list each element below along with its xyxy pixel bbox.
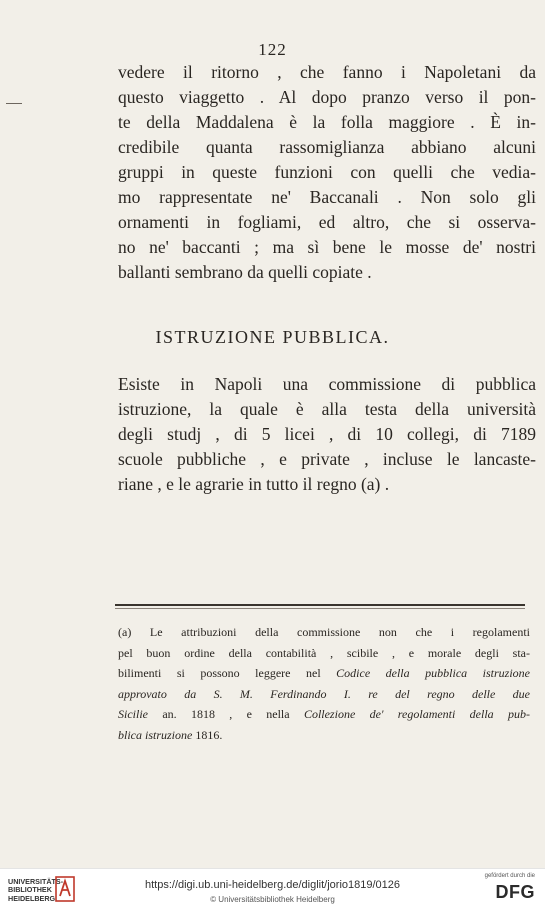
dfg-logo: DFG [495,882,535,902]
footnote-line [118,704,530,725]
text-line: credibile quanta rassomiglianza abbiano alcuni [118,137,536,157]
library-name-line: HEIDELBERG [8,893,56,903]
page-number: 122 [258,40,287,59]
copyright-text: © Universitätsbibliothek Heidelberg [210,895,335,904]
viewer-footer [0,868,545,910]
footnote-italic: blica istruzione [118,727,193,742]
footnote-text: bilimenti si possono leggere nel [118,666,337,680]
paragraph-1 [118,60,536,285]
page-url-link[interactable]: https://digi.ub.uni-heidelberg.de/diglit/jorio1819/0126 [144,879,400,891]
footnote-text: 1816. [192,727,223,742]
footnote-divider [115,604,525,606]
text-line: istruzione, la quale è alla testa della università [118,399,536,419]
footnote-text: an. 1818 , e nella [148,707,304,721]
text-line: vedere il ritorno , che fanno i Napoletani da [118,62,536,82]
footnote [118,622,530,745]
footnote-divider-thin [115,608,525,609]
paragraph-2 [118,372,536,497]
text-line: scuole pubbliche , e private , incluse le lancaste- [118,449,536,469]
margin-mark [6,103,22,104]
section-title: ISTRUZIONE PUBBLICA. [155,327,390,347]
footnote-italic: Collezione de' regolamenti della pub- [303,707,530,721]
footnote-line: approvato da S. M. Ferdinando I. re del regno delle due [118,686,530,701]
text-line: riane , e le agrarie in tutto il regno (a) . [118,474,390,494]
footnote-line: (a) Le attribuzioni della commissione non che i regolamenti [118,625,530,639]
library-name-line: BIBLIOTHEK [8,885,52,895]
text-line: questo viaggetto . Al dopo pranzo verso il pon- [118,87,536,107]
text-line: Esiste in Napoli una commissione di pubblica [118,374,536,394]
text-line: te della Maddalena è la folla maggiore . È in- [118,112,536,132]
text-line: degli studj , di 5 licei , di 10 collegi, di 7189 [118,424,536,444]
footnote-line [118,663,530,684]
text-line: ornamenti in fogliami, ed altro, che si osserva- [118,212,536,232]
footnote-italic: Codice della pubblica istruzione [336,666,530,680]
text-line: mo rappresentate ne' Baccanali . Non solo gli [118,187,536,207]
text-line: ballanti sembrano da quelli copiate . [118,262,372,282]
footnote-line [118,725,530,746]
footnote-italic: Sicilie [118,707,148,721]
funding-note: gefördert durch die [484,873,535,879]
library-name-line: UNIVERSITÄTS- [8,877,64,886]
text-line: gruppi in queste funzioni con quelli che vedia- [118,162,536,182]
footnote-line: pel buon ordine della contabilità , scibile , e morale degli sta- [118,645,530,660]
text-line: no ne' baccanti ; ma sì bene le mosse de' nostri [118,237,536,257]
